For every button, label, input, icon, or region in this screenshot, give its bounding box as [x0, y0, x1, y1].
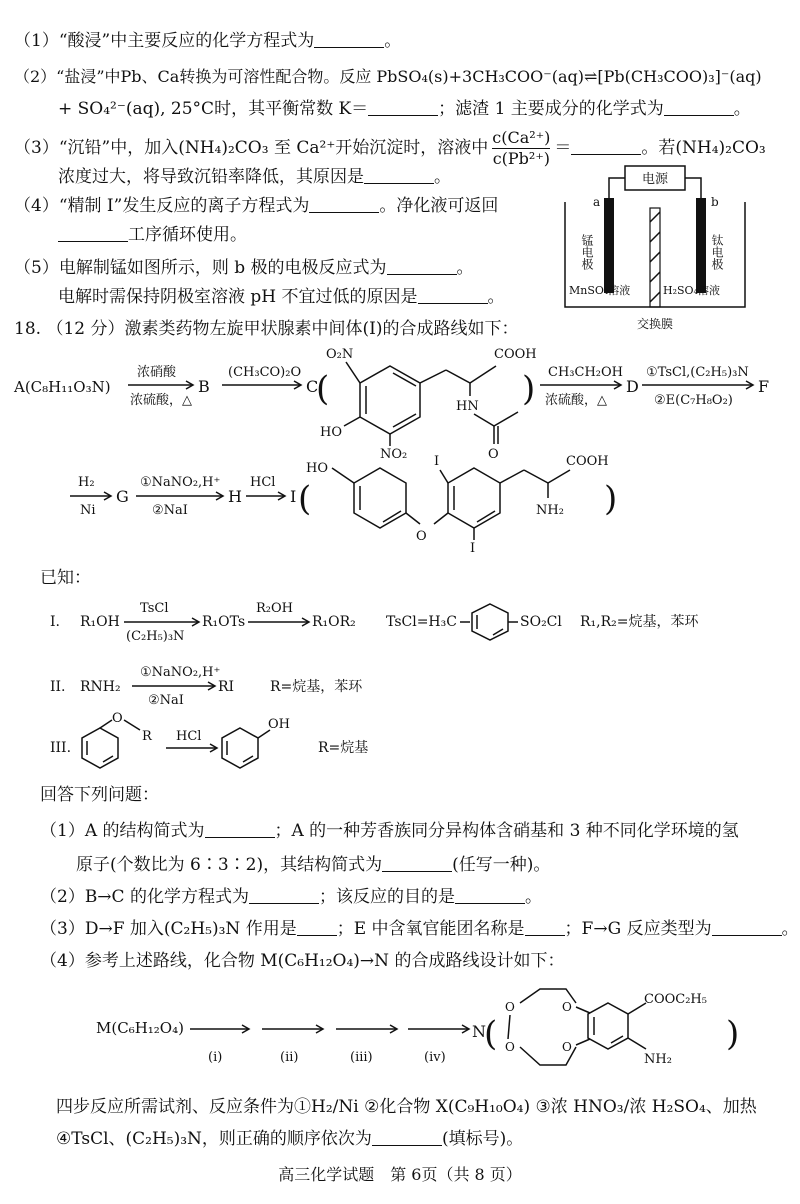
reagent-label: 浓硫酸，△: [130, 393, 192, 408]
answer-blank[interactable]: [249, 889, 319, 904]
svg-text:O: O: [505, 1040, 515, 1054]
svg-text:RNH₂: RNH₂: [80, 679, 121, 695]
reagent-label: ②E(C₇H₈O₂): [654, 393, 733, 408]
answer-blank[interactable]: [372, 1131, 442, 1146]
q18-title: 18. （12 分）激素类药物左旋甲状腺素中间体(I)的合成路线如下：: [14, 319, 519, 339]
compound-c-structure: [320, 347, 537, 462]
svg-text:I.: I.: [50, 614, 60, 630]
svg-text:R: R: [142, 729, 152, 744]
answer-blank[interactable]: [525, 921, 565, 936]
answer-blank[interactable]: [297, 921, 337, 936]
svg-text:R=烷基: R=烷基: [318, 740, 369, 756]
svg-text:): ): [726, 1014, 740, 1054]
electrode-b-label: b: [711, 195, 719, 209]
svg-text:RI: RI: [218, 679, 235, 695]
svg-text:I: I: [434, 454, 440, 469]
svg-text:I: I: [470, 541, 476, 556]
compound-g: G: [116, 487, 129, 506]
svg-text:R₂OH: R₂OH: [256, 601, 293, 616]
answer-blank[interactable]: [205, 823, 275, 838]
svg-text:R₁OH: R₁OH: [80, 614, 120, 630]
svg-text:O₂N: O₂N: [326, 347, 354, 362]
answer-blank[interactable]: [664, 101, 734, 116]
answer-blank[interactable]: [387, 260, 457, 275]
svg-text:SO₂Cl: SO₂Cl: [520, 614, 562, 630]
right-solution-label: H₂SO₄溶液: [663, 284, 720, 297]
reagent-label: ①NaNO₂,H⁺: [140, 475, 221, 490]
q18-part1-line2: 原子(个数比为 6∶3∶2)，其结构简式为 (任写一种)。: [76, 855, 551, 875]
q17-part4-line2: 工序循环使用。: [58, 224, 247, 246]
svg-text:R₁OR₂: R₁OR₂: [312, 614, 356, 630]
svg-text:II.: II.: [50, 679, 66, 695]
svg-text:OH: OH: [268, 717, 290, 732]
answer-blank[interactable]: [418, 289, 488, 304]
bracket: (: [316, 369, 330, 409]
compound-d: D: [626, 377, 639, 396]
q18-part4-conditions: 四步反应所需试剂、反应条件为①H₂/Ni ②化合物 X(C₉H₁₀O₄) ③浓 HNO₃/浓 H₂SO₄、加热: [56, 1097, 757, 1117]
svg-text:M(C₆H₁₂O₄): M(C₆H₁₂O₄): [96, 1019, 184, 1037]
compound-c: C: [306, 377, 319, 396]
svg-text:(i): (i): [208, 1050, 223, 1065]
svg-text:HO: HO: [320, 425, 342, 440]
answer-title: 回答下列问题：: [40, 785, 159, 805]
svg-text:(C₂H₅)₃N: (C₂H₅)₃N: [126, 629, 185, 644]
svg-text:O: O: [112, 711, 123, 726]
svg-text:O: O: [505, 1000, 515, 1014]
q17-part2-line2: + SO₄²⁻(aq), 25°C时，其平衡常数 K＝ ；滤渣 1 主要成分的化学式为 。: [58, 99, 751, 119]
svg-text:COOH: COOH: [494, 347, 537, 362]
reagent-label: 浓硫酸，△: [545, 393, 607, 408]
svg-text:HCl: HCl: [176, 729, 202, 744]
svg-text:NH₂: NH₂: [644, 1052, 672, 1067]
titanium-electrode: [696, 198, 706, 293]
electrolysis-cell-diagram: [555, 162, 755, 337]
concentration-ratio: $\frac{\text{c(Ca²⁺)}}{\text{c(Pb²⁺)}}$: [492, 128, 551, 168]
svg-text:①NaNO₂,H⁺: ①NaNO₂,H⁺: [140, 665, 221, 680]
answer-blank[interactable]: [58, 227, 128, 242]
compound-n-structure: [505, 989, 707, 1067]
manganese-electrode: [604, 198, 614, 293]
svg-text:COOC₂H₅: COOC₂H₅: [644, 992, 707, 1007]
svg-text:O: O: [562, 1000, 572, 1014]
answer-blank[interactable]: [314, 33, 384, 48]
reagent-label: ②NaI: [152, 503, 188, 518]
svg-text:HO: HO: [306, 461, 328, 476]
q18-part3: （3）D→F 加入(C₂H₅)₃N 作用是 ；E 中含氧官能团名称是 ；F→G 反应类型为 。: [40, 919, 799, 939]
reagent-label: ①TsCl,(C₂H₅)₃N: [646, 365, 749, 380]
power-supply-label: 电源: [641, 172, 669, 187]
answer-blank[interactable]: [309, 198, 379, 213]
svg-text:HN: HN: [456, 399, 479, 414]
reagent-label: HCl: [250, 475, 276, 490]
svg-text:(ii): (ii): [280, 1050, 299, 1065]
synthesis-route-row1: [0, 340, 800, 462]
answer-blank[interactable]: [571, 140, 641, 155]
left-electrode-label: 锰电极: [580, 234, 594, 270]
answer-blank[interactable]: [382, 857, 452, 872]
svg-text:R=烷基，苯环: R=烷基，苯环: [270, 679, 363, 695]
answer-blank[interactable]: [455, 889, 525, 904]
answer-blank[interactable]: [364, 169, 434, 184]
answer-blank[interactable]: [368, 101, 438, 116]
q17-part3-line1: （3）“沉铅”中，加入(NH₄)₂CO₃ 至 Ca²⁺开始沉淀时，溶液中 $\frac{\text{c(Ca²⁺)}}{\text{c(Pb²⁺)}}$ ＝ 。若(NH₄)₂CO₃: [14, 128, 766, 168]
reagent-label: CH₃CH₂OH: [548, 365, 623, 380]
q18-part4-answer: ④TsCl、(C₂H₅)₃N，则正确的顺序依次为 (填标号)。: [56, 1129, 524, 1149]
q18-part4: （4）参考上述路线，化合物 M(C₆H₁₂O₄)→N 的合成路线设计如下：: [40, 951, 565, 971]
svg-text:(: (: [484, 1014, 498, 1054]
q17-part5-line2: 电解时需保持阴极室溶液 pH 不宜过低的原因是 。: [58, 287, 505, 307]
svg-text:(iii): (iii): [350, 1050, 373, 1065]
bracket: ): [604, 479, 618, 519]
reagent-label: (CH₃CO)₂O: [228, 365, 302, 380]
known-title: 已知：: [40, 568, 91, 588]
q18-part2: （2）B→C 的化学方程式为 ；该反应的目的是 。: [40, 887, 542, 907]
svg-text:COOH: COOH: [566, 454, 609, 469]
reagent-label: H₂: [78, 475, 95, 490]
compound-f: F: [758, 377, 770, 396]
q17-part2-line1: （2）“盐浸”中Pb、Ca转换为可溶性配合物。反应 PbSO₄(s)+3CH₃COO⁻(aq)⇌[Pb(CH₃COO)₃]⁻(aq): [14, 67, 762, 86]
svg-text:O: O: [488, 447, 499, 462]
reagent-label: Ni: [80, 503, 96, 518]
svg-text:O: O: [562, 1040, 572, 1054]
svg-text:(iv): (iv): [424, 1050, 446, 1065]
bracket: ): [522, 369, 536, 409]
svg-text:III.: III.: [50, 740, 72, 756]
route-m-to-n: [0, 985, 800, 1075]
q17-part3-line2: 浓度过大，将导致沉铅率降低，其原因是 。: [58, 167, 451, 187]
q17-part4-line1: （4）“精制 I”发生反应的离子方程式为 。净化液可返回: [14, 196, 499, 216]
reagent-label: 浓硝酸: [137, 365, 177, 380]
membrane-label: 交换膜: [636, 317, 674, 331]
svg-text:TsCl=H₃C: TsCl=H₃C: [386, 614, 457, 630]
svg-text:②NaI: ②NaI: [148, 693, 184, 708]
compound-h: H: [228, 487, 242, 506]
q17-part5-line1: （5）电解制锰如图所示，则 b 极的电极反应式为 。: [14, 258, 474, 278]
compound-i-structure: [306, 454, 609, 556]
svg-text:TsCl: TsCl: [140, 601, 169, 616]
svg-text:R₁OTs: R₁OTs: [202, 614, 246, 630]
left-solution-label: MnSO₄溶液: [569, 284, 631, 297]
svg-text:O: O: [416, 529, 427, 544]
page-footer: 高三化学试题 第 6页（共 8 页）: [278, 1165, 522, 1184]
known-reactions: [0, 596, 800, 796]
compound-a: A(C₈H₁₁O₃N): [14, 378, 111, 396]
svg-text:N: N: [472, 1022, 486, 1041]
compound-i: I: [290, 487, 297, 506]
svg-text:NO₂: NO₂: [380, 447, 408, 462]
right-electrode-label: 钛电极: [710, 234, 724, 270]
svg-text:R₁,R₂=烷基，苯环: R₁,R₂=烷基，苯环: [580, 614, 699, 630]
synthesis-route-row2: [0, 450, 800, 560]
svg-text:NH₂: NH₂: [536, 503, 564, 518]
q17-part1: （1）“酸浸”中主要反应的化学方程式为 。: [14, 31, 402, 51]
q18-part1-line1: （1）A 的结构简式为 ；A 的一种芳香族同分异构体含硝基和 3 种不同化学环境的氢: [40, 821, 739, 841]
answer-blank[interactable]: [712, 921, 782, 936]
bracket: (: [298, 479, 312, 519]
compound-b: B: [198, 377, 210, 396]
electrode-a-label: a: [593, 195, 601, 209]
